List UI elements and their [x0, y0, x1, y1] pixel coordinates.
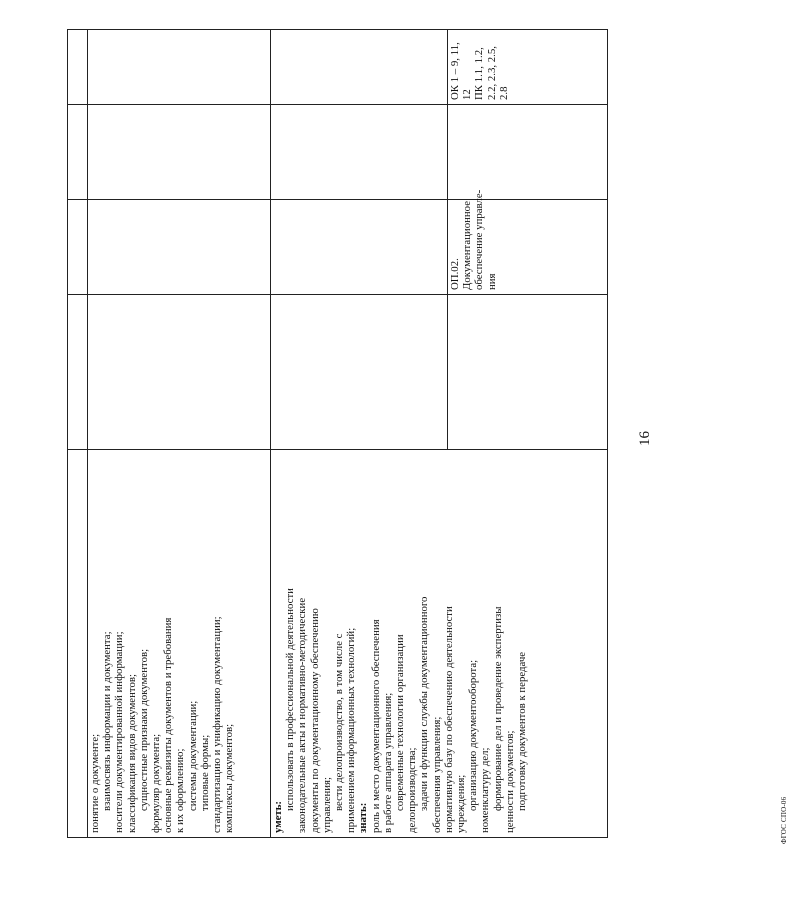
text-line: комплексы документов; — [223, 723, 236, 833]
cell-empty — [68, 200, 88, 295]
text-line: организацию документооборота; — [467, 659, 480, 811]
text-line: подготовку документов к передаче — [516, 651, 529, 811]
cell-empty — [68, 30, 88, 105]
table-row — [271, 30, 448, 838]
text-line: нормативную базу по обеспечению деятельности — [442, 606, 455, 833]
competency-line: ПК 1.1, 1.2, — [473, 47, 486, 100]
text-line: номенклатуру дел; — [479, 747, 492, 833]
text-line: в работе аппарата управления; — [381, 692, 394, 833]
page-number: 16 — [637, 431, 653, 446]
text-line: к их оформлению; — [174, 748, 187, 833]
text-line: основные реквизиты документов и требования — [162, 617, 175, 833]
discipline-name-line: Документационное — [461, 201, 474, 290]
cell-empty — [68, 295, 88, 450]
text-line: формирование дел и проведение экспертизы — [491, 606, 504, 811]
text-line: стандартизацию и унификацию документации; — [211, 616, 224, 833]
text-line: делопроизводства; — [406, 747, 419, 833]
rotated-page — [67, 30, 788, 844]
cell-empty — [88, 295, 271, 450]
cell-top-code — [68, 450, 88, 838]
text-line: взаимосвязь информации и документа; — [101, 631, 114, 811]
competency-table — [67, 29, 608, 838]
text-line: законодательные акты и нормативно-методические — [296, 597, 309, 833]
text-line: использовать в профессиональной деятельности — [284, 588, 297, 811]
text-line: управления; — [320, 776, 333, 833]
cell-knowledge-continued — [88, 450, 271, 838]
cell-empty — [68, 105, 88, 200]
cell-skills-knowledge — [271, 450, 608, 838]
cell-competencies — [448, 30, 608, 105]
skills-heading: уметь: — [272, 800, 284, 833]
competency-line: 12 — [461, 89, 474, 100]
competency-line: 2.2, 2.3, 2.5, — [485, 46, 498, 100]
text-line: сущностные признаки документов; — [137, 648, 150, 811]
cell-empty — [88, 30, 271, 105]
competency-line: 2.8 — [497, 86, 510, 100]
cell-empty — [448, 295, 608, 450]
text-line: учреждения; — [455, 774, 468, 833]
text-line: классификация видов документов; — [125, 674, 138, 833]
text-line: носители документированной информации; — [113, 631, 126, 833]
text-line: ценности документов; — [503, 730, 516, 833]
text-line: типовые формы; — [198, 734, 211, 811]
text-line: задачи и функции службы документационного — [418, 596, 431, 811]
table-row — [88, 30, 271, 838]
cell-empty — [271, 295, 448, 450]
cell-empty — [271, 30, 448, 105]
cell-empty — [271, 105, 448, 200]
text-line: понятие о документе; — [89, 733, 101, 833]
text-line: современные технологии организации — [394, 634, 407, 811]
footer-code: ФГОС СПО-06 — [780, 796, 788, 844]
cell-empty — [88, 200, 271, 295]
competency-line: ОК 1 – 9, 11, — [449, 42, 461, 100]
discipline-name-line: ния — [485, 273, 498, 290]
cell-empty — [88, 105, 271, 200]
text-line: обеспечения управления; — [430, 716, 443, 833]
knowledge-heading: знать: — [357, 802, 370, 833]
cell-empty — [271, 200, 448, 295]
text-line: системы документации; — [186, 700, 199, 811]
text-line: документы по документационному обеспечению — [308, 608, 321, 833]
discipline-code: ОП.02. — [449, 258, 461, 290]
text-line: роль и место документационного обеспечения — [369, 619, 382, 833]
text-line: формуляр документа; — [150, 733, 163, 833]
table-row — [68, 30, 88, 838]
cell-discipline — [448, 189, 608, 295]
discipline-name-line: обеспечение управле- — [473, 189, 486, 290]
cell-empty — [448, 105, 608, 200]
text-line: вести делопроизводство, в том числе с — [333, 633, 346, 811]
text-line: применением информационных технологий; — [345, 627, 358, 833]
